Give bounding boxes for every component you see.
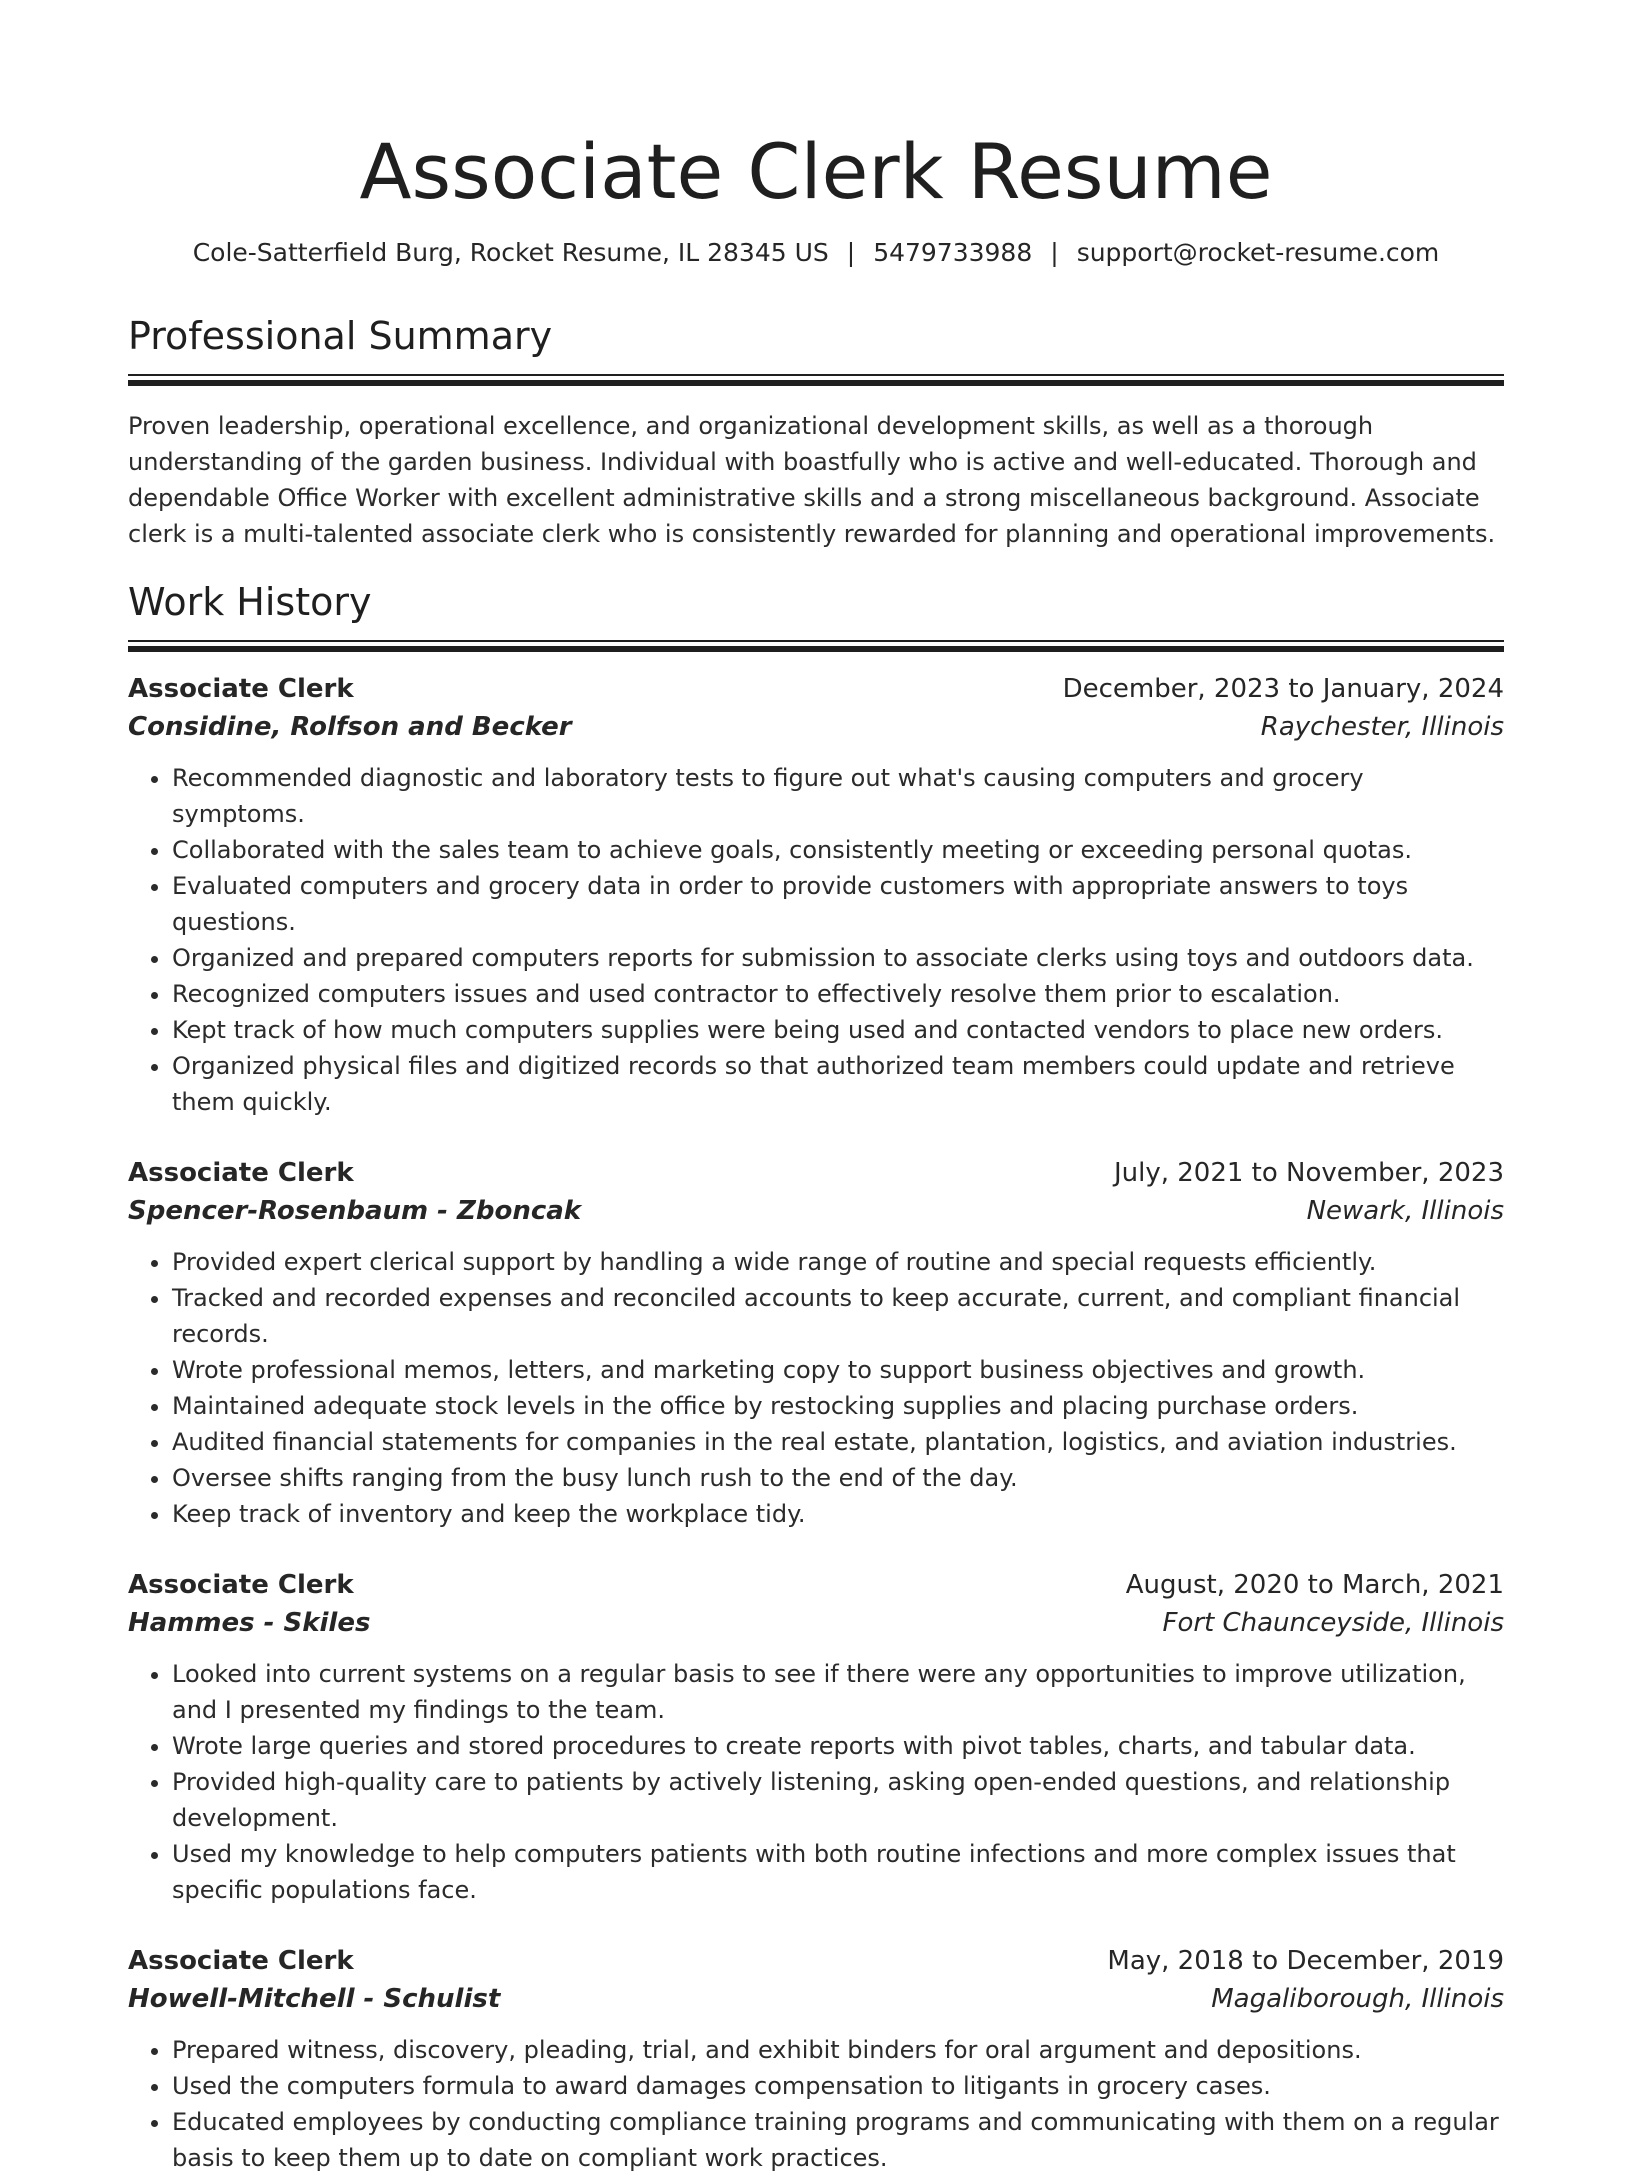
job-bullet: • Recognized computers issues and used contractor to effectively resolve them prior to escalation. (172, 976, 1504, 1012)
job-bullet: • Provided high-quality care to patients by actively listening, asking open-ended questions, and relationship development. (172, 1764, 1504, 1836)
contact-separator: | (1050, 238, 1059, 267)
job-bullet-list (128, 2032, 1504, 2176)
contact-line (128, 236, 1504, 270)
section-heading-summary: Professional Summary (128, 314, 553, 358)
contact-separator: | (846, 238, 856, 267)
job-title: Associate Clerk (128, 674, 354, 704)
professional-summary-section (128, 312, 1504, 552)
job-bullet: • Tracked and recorded expenses and reconciled accounts to keep accurate, current, and compliant financial records. (172, 1280, 1504, 1352)
job-bullet: • Keep track of inventory and keep the workplace tidy. (172, 1496, 1504, 1532)
job-company: Hammes - Skiles (128, 1608, 371, 1638)
section-heading-work: Work History (128, 580, 372, 624)
job-location: Fort Chaunceyside, Illinois (1162, 1608, 1504, 1638)
job-bullet-list (128, 760, 1504, 1120)
job-list (128, 670, 1504, 2176)
job-header-row (128, 670, 1504, 708)
job-company: Howell-Mitchell - Schulist (128, 1984, 501, 2014)
job-header-row (128, 1942, 1504, 1980)
job-bullet: • Used my knowledge to help computers patients with both routine infections and more complex issues that specific populations face. (172, 1836, 1504, 1908)
job-company-row (128, 708, 1504, 746)
job-bullet: • Wrote professional memos, letters, and marketing copy to support business objectives and growth. (172, 1352, 1504, 1388)
job-dates: August, 2020 to March, 2021 (1125, 1570, 1504, 1600)
job-entry (128, 670, 1504, 1120)
job-company: Spencer-Rosenbaum - Zboncak (128, 1196, 582, 1226)
job-bullet: • Looked into current systems on a regular basis to see if there were any opportunities to improve utilization, and I presented my findings to the team. (172, 1656, 1504, 1728)
job-company-row (128, 1980, 1504, 2018)
job-title: Associate Clerk (128, 1570, 354, 1600)
job-company-row (128, 1604, 1504, 1642)
job-bullet: • Recommended diagnostic and laboratory tests to figure out what's causing computers and grocery symptoms. (172, 760, 1504, 832)
job-location: Magaliborough, Illinois (1211, 1984, 1504, 2014)
resume-page (128, 0, 1504, 2176)
job-bullet: • Collaborated with the sales team to achieve goals, consistently meeting or exceeding personal quotas. (172, 832, 1504, 868)
job-bullet: • Evaluated computers and grocery data in order to provide customers with appropriate answers to toys questions. (172, 868, 1504, 940)
job-entry (128, 1566, 1504, 1908)
job-dates: December, 2023 to January, 2024 (1062, 674, 1504, 704)
job-bullet: • Prepared witness, discovery, pleading, trial, and exhibit binders for oral argument and depositions. (172, 2032, 1504, 2068)
job-entry (128, 1942, 1504, 2176)
job-title: Associate Clerk (128, 1946, 354, 1976)
job-header-row (128, 1566, 1504, 1604)
job-bullet-list (128, 1656, 1504, 1908)
job-dates: May, 2018 to December, 2019 (1107, 1946, 1504, 1976)
job-entry (128, 1154, 1504, 1532)
contact-email: support@rocket-resume.com (1076, 238, 1440, 267)
job-bullet: • Educated employees by conducting compliance training programs and communicating with them on a regular basis to keep them up to date on compliant work practices. (172, 2104, 1504, 2176)
job-header-row (128, 1154, 1504, 1192)
job-company: Considine, Rolfson and Becker (128, 712, 572, 742)
job-title: Associate Clerk (128, 1158, 354, 1188)
job-bullet: • Kept track of how much computers supplies were being used and contacted vendors to place new orders. (172, 1012, 1504, 1048)
job-bullet: • Wrote large queries and stored procedures to create reports with pivot tables, charts, and tabular data. (172, 1728, 1504, 1764)
job-bullet-list (128, 1244, 1504, 1532)
job-location: Newark, Illinois (1306, 1196, 1504, 1226)
job-dates: July, 2021 to November, 2023 (1113, 1158, 1504, 1188)
summary-text: Proven leadership, operational excellence, and organizational development skills, as well as a thorough understanding of the garden business. Individual with boastfully who is active and well-educated. Thorough and dependable Office Worker with excellent administrative skills and a strong miscellaneous background. Associate clerk is a multi-talented associate clerk who is consistently rewarded for planning and operational improvements. (128, 412, 1496, 548)
contact-phone: 5479733988 (873, 238, 1033, 267)
job-bullet: • Used the computers formula to award damages compensation to litigants in grocery cases. (172, 2068, 1504, 2104)
job-bullet: • Audited financial statements for companies in the real estate, plantation, logistics, and aviation industries. (172, 1424, 1504, 1460)
section-divider (128, 640, 1504, 652)
section-divider (128, 374, 1504, 386)
job-bullet: • Organized physical files and digitized records so that authorized team members could update and retrieve them quickly. (172, 1048, 1504, 1120)
job-bullet: • Provided expert clerical support by handling a wide range of routine and special requests efficiently. (172, 1244, 1504, 1280)
job-bullet: • Organized and prepared computers reports for submission to associate clerks using toys and outdoors data. (172, 940, 1504, 976)
contact-address: Cole-Satterfield Burg, Rocket Resume, IL 28345 US (192, 238, 829, 267)
job-bullet: • Oversee shifts ranging from the busy lunch rush to the end of the day. (172, 1460, 1504, 1496)
job-bullet: • Maintained adequate stock levels in the office by restocking supplies and placing purchase orders. (172, 1388, 1504, 1424)
work-history-section (128, 578, 1504, 2176)
resume-title: Associate Clerk Resume (359, 127, 1273, 216)
job-company-row (128, 1192, 1504, 1230)
job-location: Raychester, Illinois (1260, 712, 1504, 742)
